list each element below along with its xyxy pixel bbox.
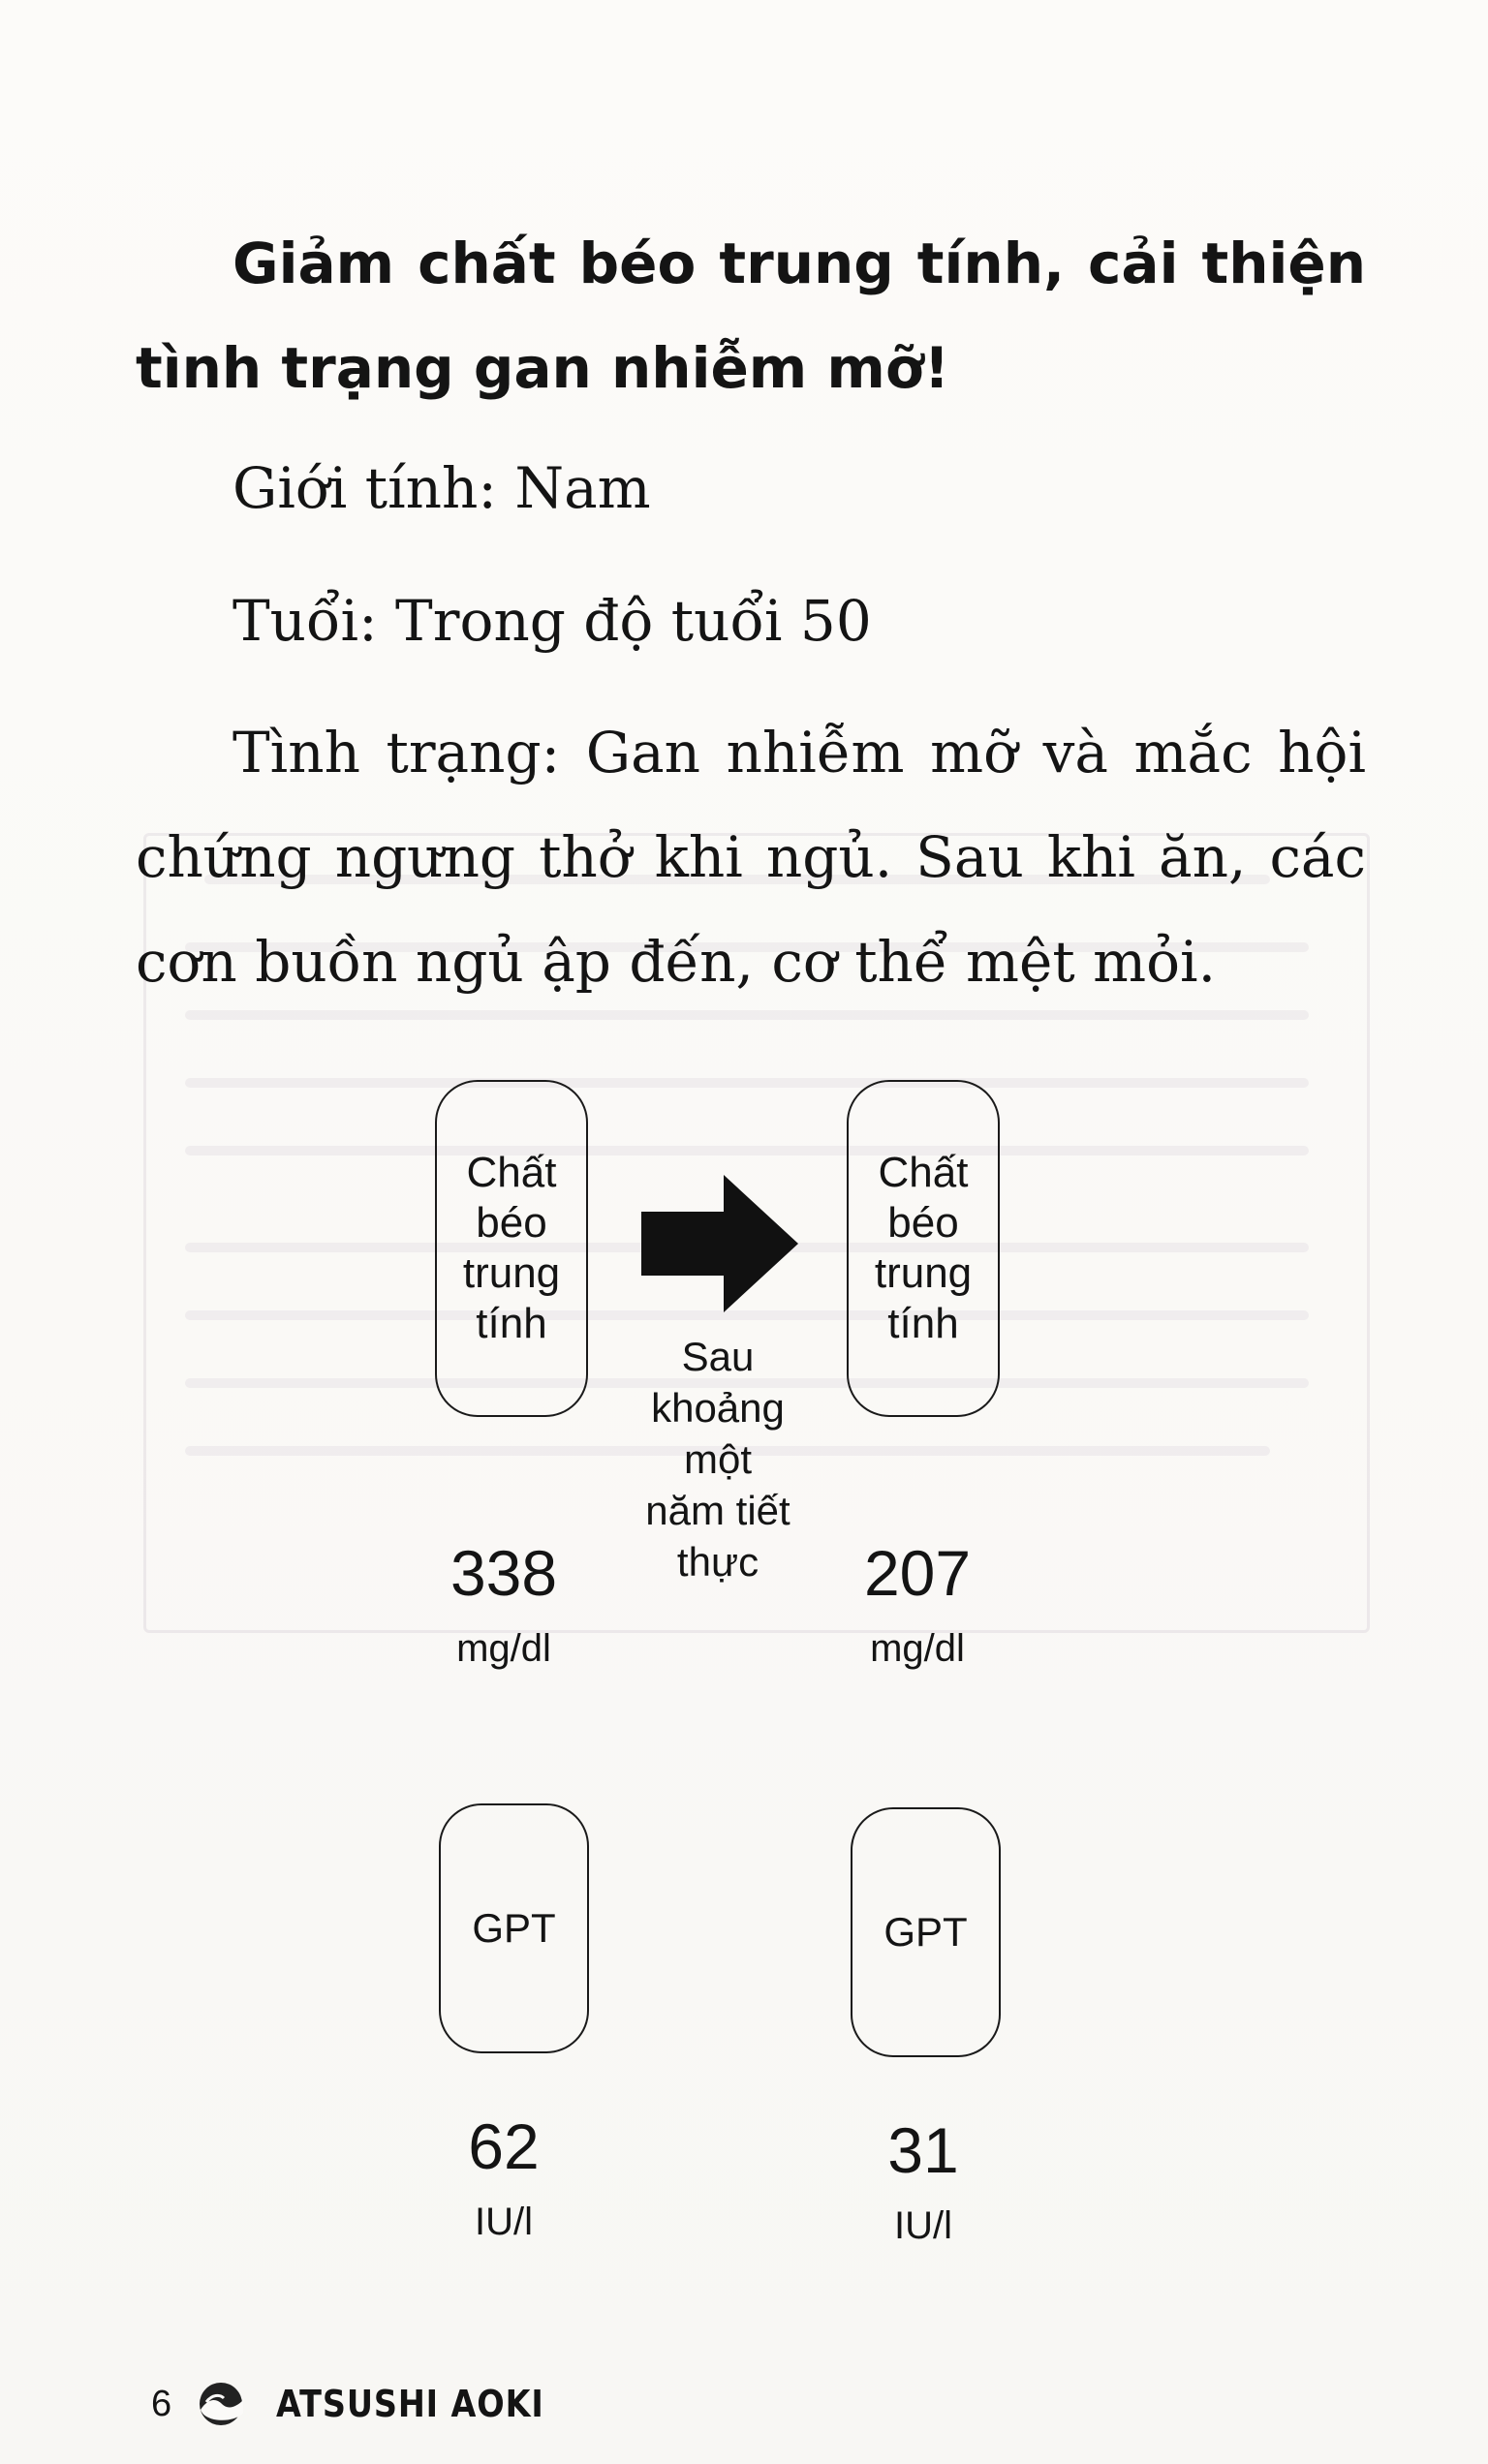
- gpt-after-label: GPT: [884, 1909, 968, 1955]
- condition-paragraph: Tình trạng: Gan nhiễm mỡ và mắc hội chứng ngưng thở khi ngủ. Sau khi ăn, các cơn buồn ngủ ập đến, cơ thể mệt mỏi.: [136, 720, 1366, 995]
- triglyceride-before-box: [435, 1080, 588, 1417]
- gpt-after-value: 31: [887, 2114, 959, 2186]
- triglyceride-after-unit: mg/dl: [870, 1627, 965, 1670]
- wave-logo-icon: [193, 2381, 249, 2427]
- triglyceride-before-unit: mg/dl: [456, 1627, 551, 1670]
- triglyceride-before-value: 338: [450, 1537, 558, 1609]
- age-line: Tuổi: Trong độ tuổi 50: [232, 588, 872, 654]
- gpt-after-box: [851, 1807, 1001, 2057]
- section-heading: Giảm chất béo trung tính, cải thiện tình trạng gan nhiễm mỡ!: [136, 231, 1366, 401]
- gpt-before-value: 62: [468, 2110, 540, 2182]
- page-number: 6: [151, 2383, 172, 2424]
- right-arrow-icon: [641, 1175, 798, 1312]
- gpt-before-box: [439, 1803, 589, 2053]
- page-footer: [151, 2375, 581, 2433]
- triglyceride-after-box: [847, 1080, 1000, 1417]
- gpt-after-unit: IU/l: [894, 2204, 952, 2247]
- author-name: ATSUSHI AOKI: [276, 2383, 544, 2425]
- triglyceride-before-label: Chất béo trung tính: [462, 1149, 561, 1347]
- gpt-before-unit: IU/l: [475, 2201, 533, 2243]
- triglyceride-after-label: Chất béo trung tính: [874, 1149, 973, 1347]
- gpt-before-label: GPT: [472, 1905, 556, 1951]
- gender-line: Giới tính: Nam: [232, 455, 651, 521]
- triglyceride-after-value: 207: [863, 1537, 972, 1609]
- duration-caption: Sau khoảng một năm tiết thực: [645, 1334, 790, 1585]
